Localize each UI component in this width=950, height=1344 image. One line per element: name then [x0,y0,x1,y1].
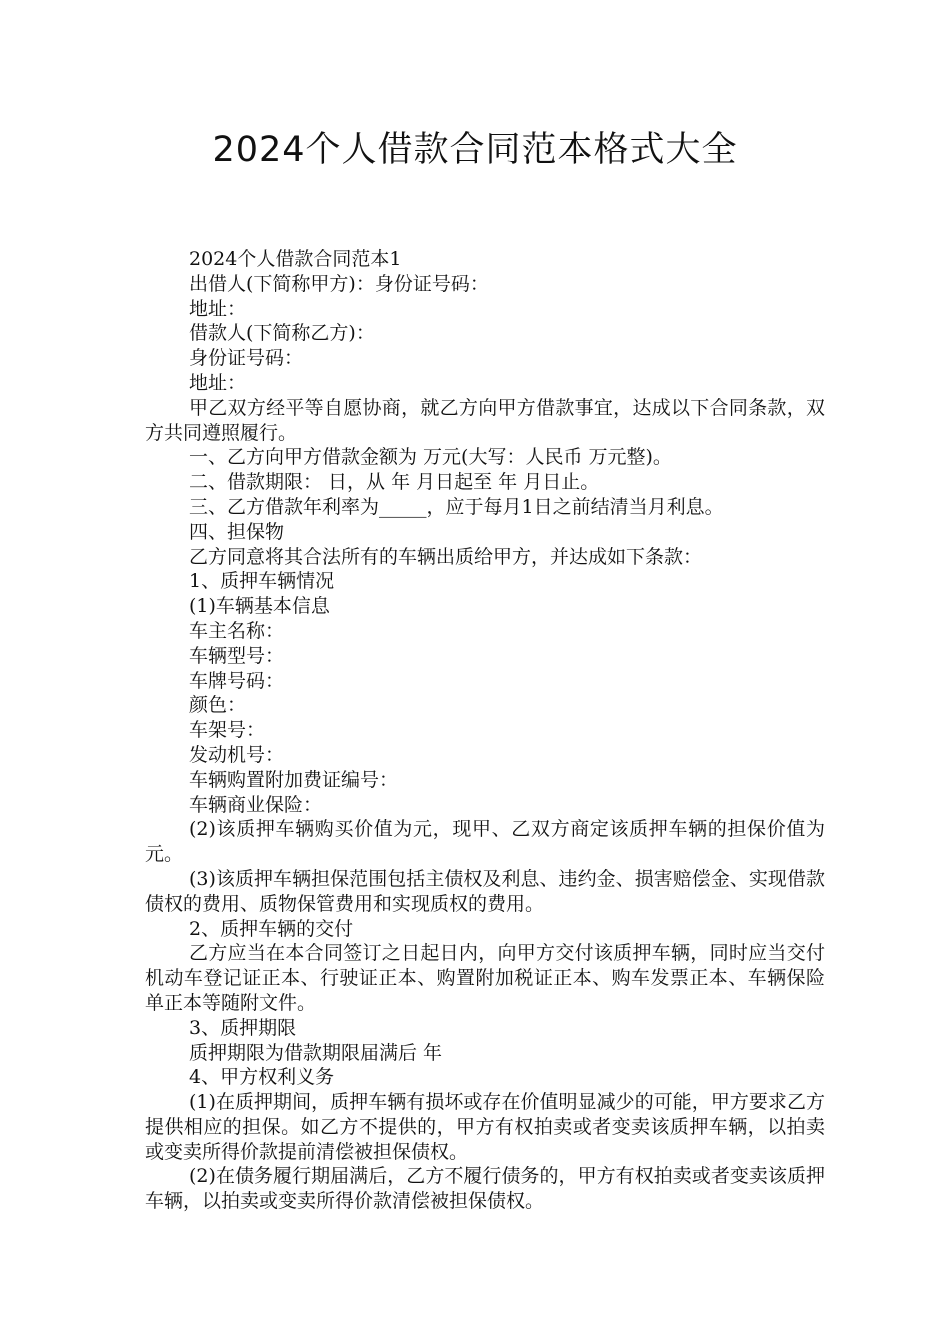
collateral-agreement: 乙方同意将其合法所有的车辆出质给甲方，并达成如下条款： [189,545,703,568]
clause-amount: 一、乙方向甲方借款金额为 万元(大写：人民币 万元整)。 [189,446,672,469]
field-vehicle-model: 车辆型号： [189,644,285,667]
borrower-line: 借款人(下简称乙方)： [189,322,375,345]
field-plate-number: 车牌号码： [189,669,285,692]
lender-address: 地址： [189,297,247,320]
subsection-pledge-term: 3、质押期限 [189,1016,297,1039]
field-purchase-tax-cert: 车辆购置附加费证编号： [189,768,399,791]
delivery-clause: 乙方应当在本合同签订之日起日内，向甲方交付该质押车辆，同时应当交付机动车登记证正本、行驶证正本、购置附加税证正本、购车发票正本、车辆保险单正本等随附文件。 [145,942,825,1014]
field-commercial-insurance: 车辆商业保险： [189,793,323,816]
clause-collateral-heading: 四、担保物 [189,520,285,543]
borrower-address: 地址： [189,371,247,394]
field-vin: 车架号： [189,719,266,742]
rights-clause-2: (2)在债务履行期届满后，乙方不履行债务的，甲方有权拍卖或者变卖该质押车辆，以拍卖或变卖所得价款清偿被担保债权。 [145,1165,825,1213]
clause-interest: 三、乙方借款年利率为_____，应于每月1日之前结清当月利息。 [189,495,724,518]
borrower-id: 身份证号码： [189,347,304,370]
subsection-vehicle-info: 1、质押车辆情况 [189,570,335,593]
field-color: 颜色： [189,694,247,717]
vehicle-basic-info: (1)车辆基本信息 [189,595,330,618]
pledge-term-clause: 质押期限为借款期限届满后 年 [189,1041,443,1064]
field-owner-name: 车主名称： [189,619,285,642]
subsection-rights-duties: 4、甲方权利义务 [189,1066,335,1089]
intro-paragraph: 甲乙双方经平等自愿协商，就乙方向甲方借款事宜，达成以下合同条款，双方共同遵照履行。 [145,396,825,444]
guarantee-scope-clause: (3)该质押车辆担保范围包括主债权及利息、违约金、损害赔偿金、实现借款债权的费用、质物保管费用和实现质权的费用。 [145,867,825,915]
document-title: 2024个人借款合同范本格式大全 [212,130,738,170]
clause-term: 二、借款期限： 日，从 年 月日起至 年 月日止。 [189,471,600,494]
subsection-delivery: 2、质押车辆的交付 [189,917,354,940]
document-body [145,247,832,1214]
field-engine-number: 发动机号： [189,743,285,766]
section-heading: 2024个人借款合同范本1 [189,248,402,270]
rights-clause-1: (1)在质押期间，质押车辆有损坏或存在价值明显减少的可能，甲方要求乙方提供相应的担保。如乙方不提供的，甲方有权拍卖或者变卖该质押车辆，以拍卖或变卖所得价款提前清偿被担保债权。 [145,1091,825,1163]
vehicle-value-clause: (2)该质押车辆购买价值为元，现甲、乙双方商定该质押车辆的担保价值为 元。 [145,818,832,866]
lender-line: 出借人(下简称甲方)：身份证号码： [189,272,489,295]
